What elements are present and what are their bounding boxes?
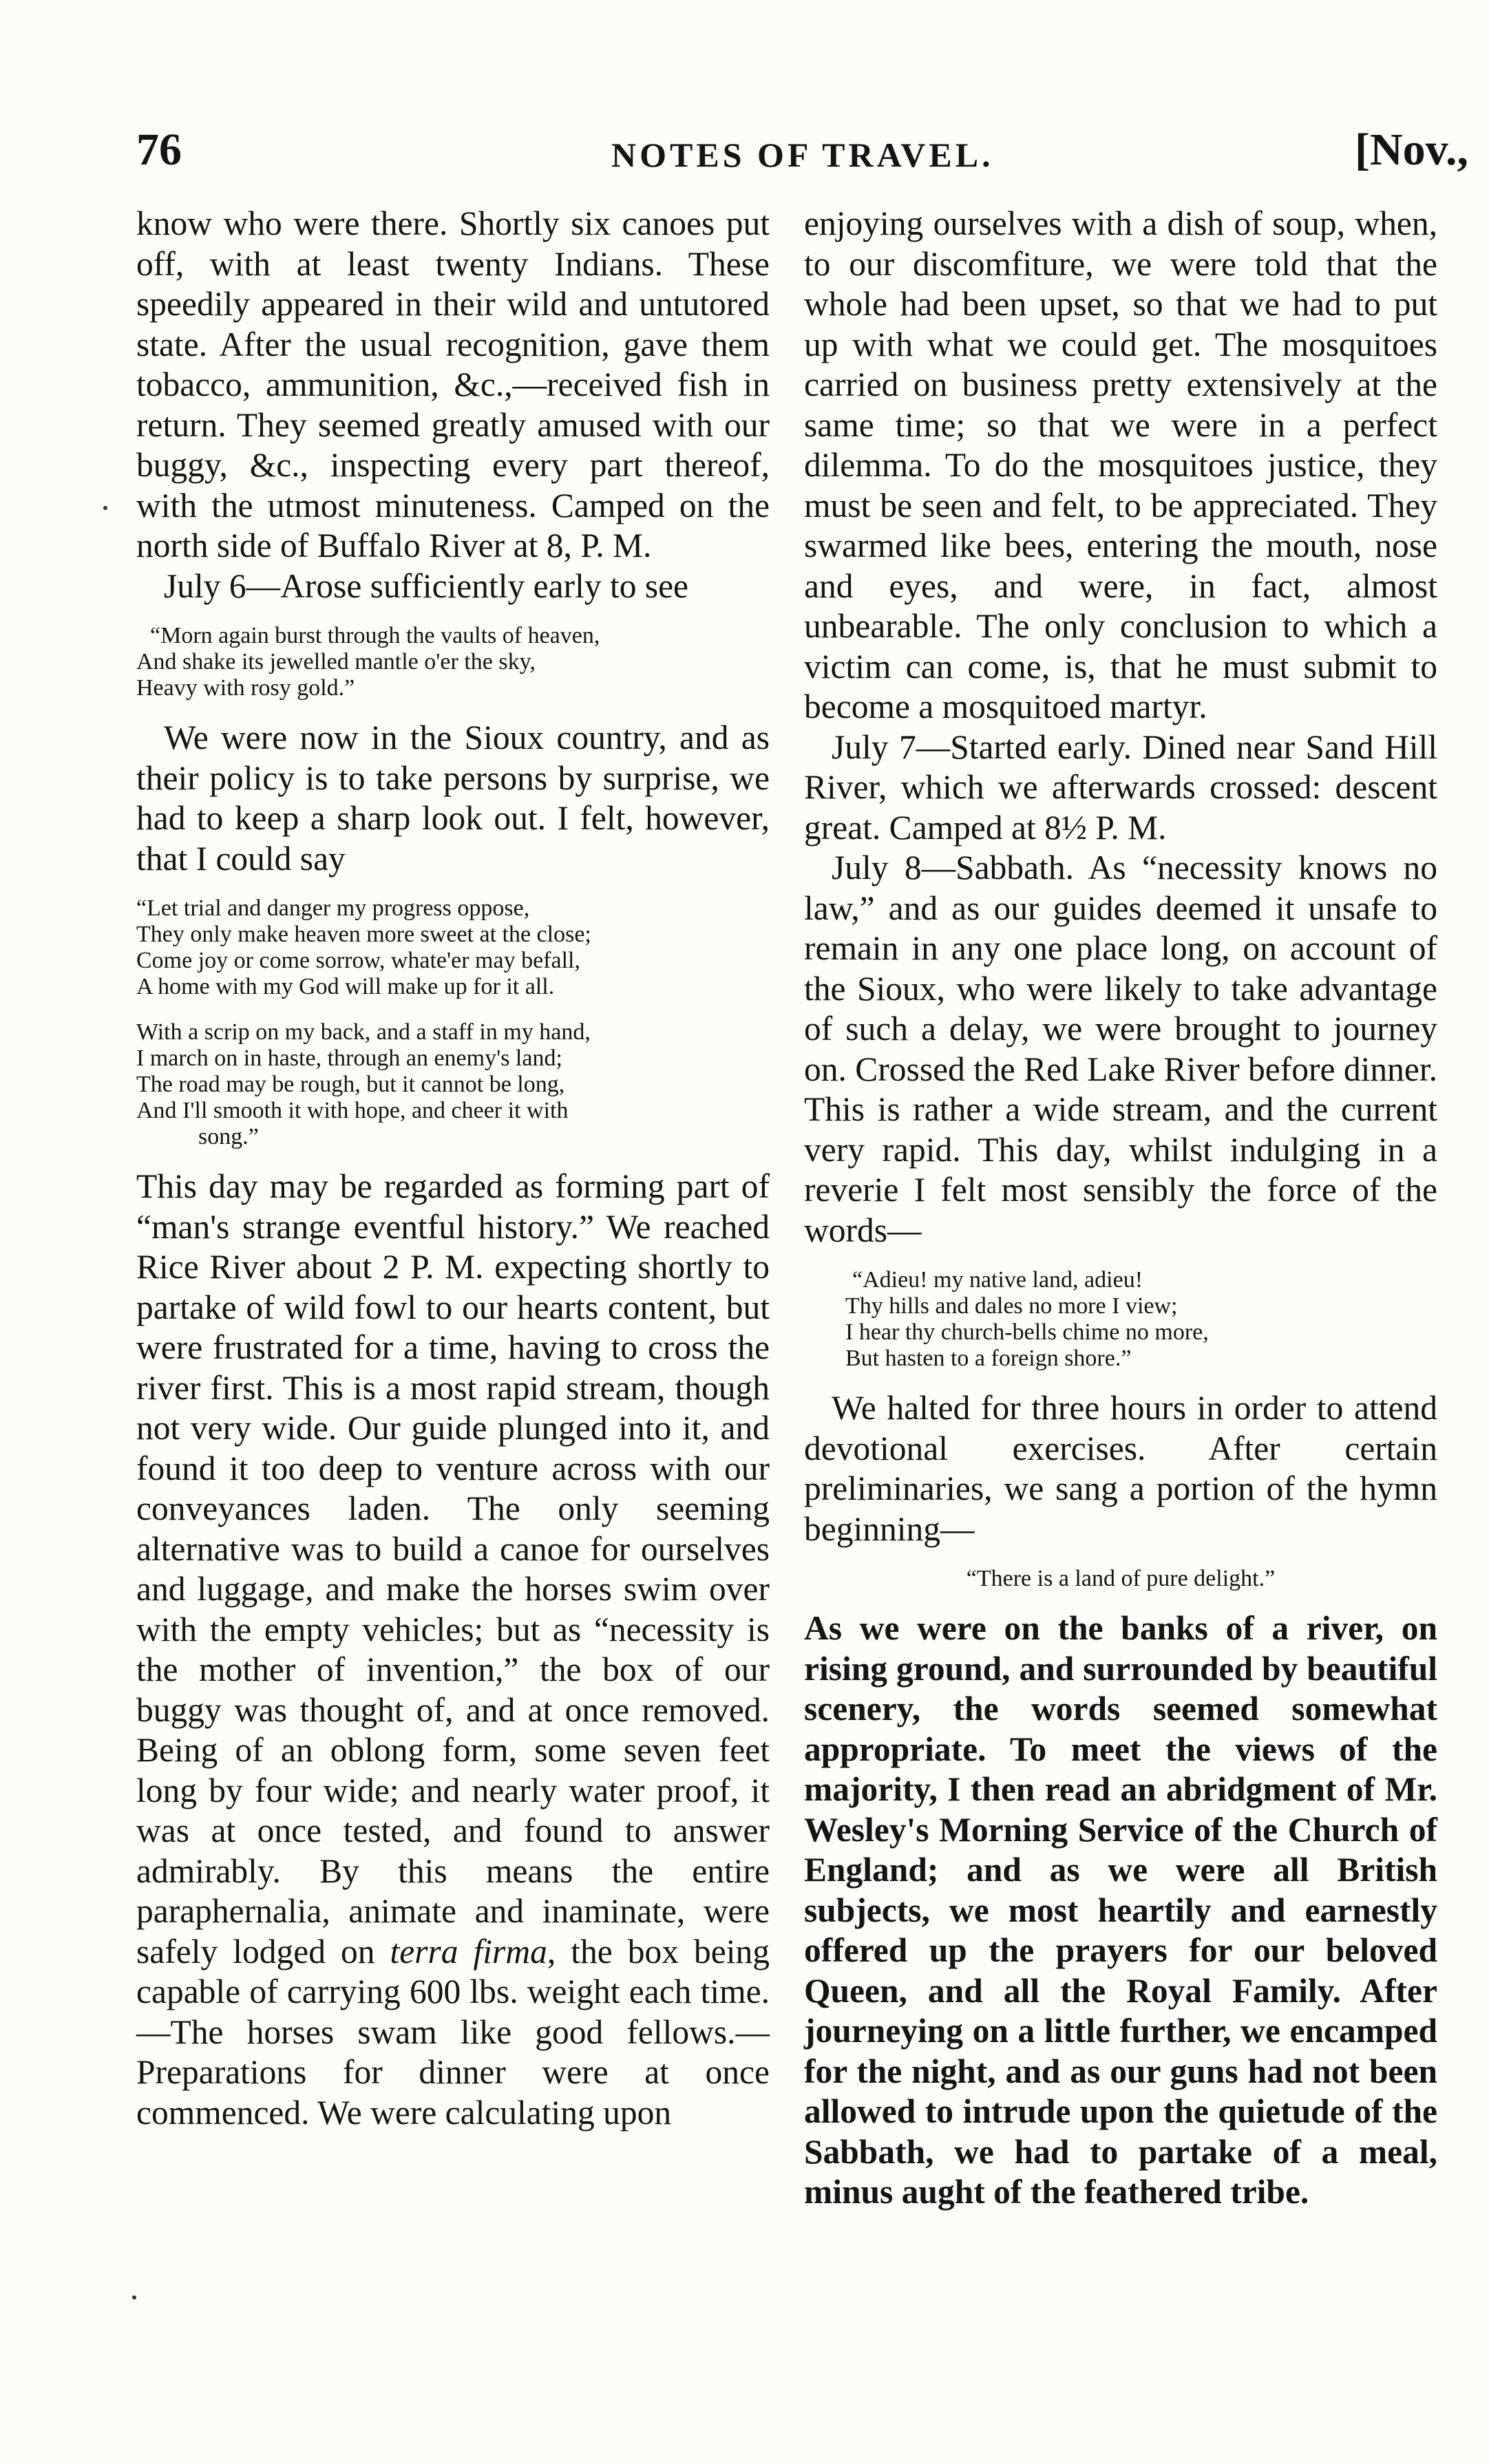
- verse-line: They only make heaven more sweet at the close;: [136, 922, 591, 947]
- ink-speck: [103, 506, 107, 510]
- paragraph: As we were on the banks of a river, on rising ground, and surrounded by beautiful scenery, the words seemed somewhat appropriate. To meet the views of the majority, I then read an abridgment of Mr. Wesley's Morning Service of the Church of England; and as we were all British subjects, we most heartily and earnestly offered up the prayers for our beloved Queen, and all the Royal Family. After journeying on a little further, we encamped for the night, and as our guns had not been allowed to intrude upon the quietude of the Sabbath, we had to partake of a meal, minus aught of the feathered tribe.: [804, 1609, 1437, 2211]
- verse-line: I march on in haste, through an enemy's land;: [136, 1045, 562, 1071]
- paragraph: enjoying ourselves with a dish of soup, when, to our discomfiture, we were told that the whole had been upset, so that we had to put up with what we could get. The mosquitoes carried on business pretty extensively at the same time; so that we were in a perfect dilemma. To do the mosquitoes justice, they must be seen and felt, to be appreciated. They swarmed like bees, entering the mouth, nose and eyes, and were, in fact, almost unbearable. The only conclusion to which a victim can come, is, that he must submit to become a mosquitoed martyr.: [804, 204, 1437, 725]
- italic-phrase: terra firma: [390, 1932, 547, 1971]
- verse-line: Heavy with rosy gold.”: [136, 675, 355, 701]
- right-column: [804, 204, 1437, 2213]
- paragraph: We halted for three hours in order to attend devotional exercises. After certain preliminaries, we sang a portion of the hymn beginning—: [804, 1389, 1437, 1548]
- verse-line: But hasten to a foreign shore.”: [845, 1346, 1132, 1371]
- verse-line: I hear thy church-bells chime no more,: [845, 1319, 1209, 1345]
- ink-speck: [132, 2295, 136, 2300]
- verse-line: The road may be rough, but it cannot be long,: [136, 1072, 565, 1097]
- paragraph: July 8—Sabbath. As “necessity knows no law,” and as our guides deemed it unsafe to remain in any one place long, on account of the Sioux, who were likely to take advantage of such a delay, we were brought to journey on. Crossed the Red Lake River before dinner. This is rather a wide stream, and the current very rapid. This day, whilst indulging in a reverie I felt most sensibly the force of the words—: [804, 849, 1437, 1249]
- verse-line: And I'll smooth it with hope, and cheer it with: [136, 1098, 569, 1123]
- verse-quote: [804, 1267, 1437, 1372]
- page-number: 76: [136, 125, 182, 175]
- running-header: [136, 124, 1468, 179]
- verse-quote: [804, 1566, 1437, 1592]
- verse-line: “There is a land of pure delight.”: [966, 1566, 1276, 1591]
- verse-line: A home with my God will make up for it all.: [136, 974, 555, 999]
- verse-line: And shake its jewelled mantle o'er the sky,: [136, 649, 536, 675]
- verse-quote: [136, 895, 770, 1150]
- verse-quote: [136, 623, 770, 701]
- verse-line: song.”: [198, 1124, 259, 1149]
- verse-line: “Let trial and danger my progress oppose,: [136, 895, 530, 921]
- paragraph: July 6—Arose sufficiently early to see: [164, 566, 689, 605]
- paragraph: July 7—Started early. Dined near Sand Hill River, which we afterwards crossed: descent great. Camped at 8½ P. M.: [804, 727, 1437, 847]
- paragraph: [136, 1167, 770, 2133]
- verse-line: Come joy or come sorrow, whate'er may befall,: [136, 948, 580, 973]
- left-column: [136, 204, 770, 2133]
- paragraph: know who were there. Shortly six canoes put off, with at least twenty Indians. These speedily appeared in their wild and untutored state. After the usual recognition, gave them tobacco, ammunition, &c.,—received fish in return. They seemed greatly amused with our buggy, &c., inspecting every part thereof, with the utmost minuteness. Camped on the north side of Buffalo River at 8, P. M.: [136, 204, 770, 564]
- verse-line: “Morn again burst through the vaults of heaven,: [150, 623, 600, 648]
- paragraph-text: , the box being capable of carrying 600 lbs. weight each time.—The horses swam like good fellows.—Preparations for dinner were at once commenced. We were calculating upon: [136, 1932, 770, 2132]
- verse-line: Thy hills and dales no more I view;: [845, 1293, 1178, 1319]
- paragraph: We were now in the Sioux country, and as their policy is to take persons by surprise, we had to keep a sharp look out. I felt, however, that I could say: [136, 719, 770, 878]
- verse-line: With a scrip on my back, and a staff in my hand,: [136, 1019, 591, 1045]
- verse-line: “Adieu! my native land, adieu!: [852, 1267, 1143, 1293]
- running-title: NOTES OF TRAVEL.: [611, 136, 994, 174]
- paragraph-text: This day may be regarded as forming part of “man's strange eventful history.” We reached Rice River about 2 P. M. expecting shortly to partake of wild fowl to our hearts content, but were frustrated for a time, having to cross the river first. This is a most rapid stream, though not very wide. Our guide plunged into it, and found it too deep to venture across with our conveyances laden. The only seeming alternative was to build a canoe for ourselves and luggage, and make the horses swim over with the empty vehicles; but as “necessity is the mother of invention,” the box of our buggy was thought of, and at once removed. Being of an oblong form, some seven feet long by four wide; and nearly water proof, it was at once tested, and found to answer admirably. By this means the entire paraphernalia, animate and inaminate, were safely lodged on: [136, 1167, 770, 1971]
- running-month: [Nov.,: [1355, 125, 1468, 175]
